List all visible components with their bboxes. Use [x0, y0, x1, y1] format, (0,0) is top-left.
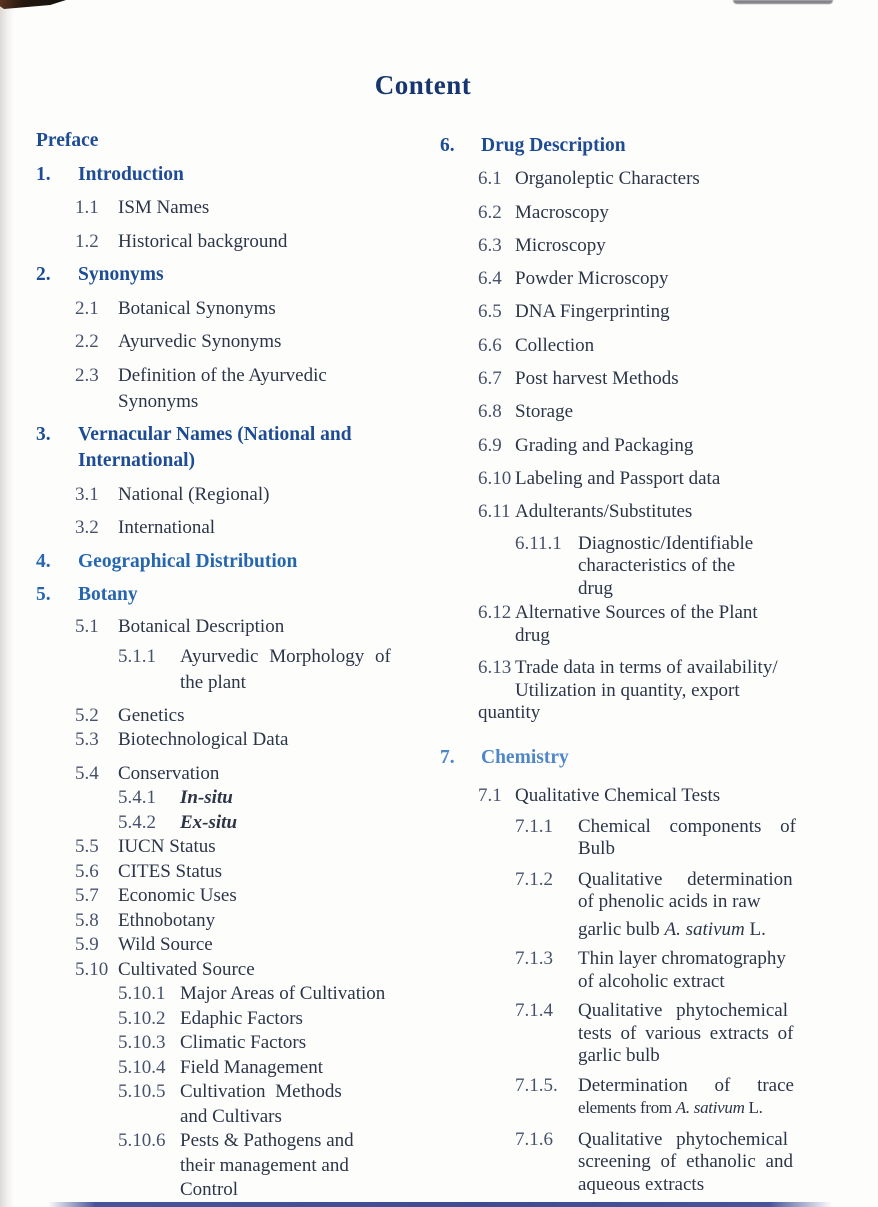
toc-entry [440, 466, 812, 492]
toc-entry-text [515, 399, 812, 425]
toc-entry [36, 728, 414, 753]
toc-entry-line: IUCN Status [118, 836, 216, 857]
toc-entry-number: 6.2 [478, 201, 502, 223]
toc-entry-line: Climatic Factors [180, 1032, 307, 1053]
toc-entry [36, 1129, 414, 1203]
toc-entry-line: In-situ [180, 787, 233, 808]
toc-entry [36, 1031, 414, 1056]
toc-entry-line: Geographical Distribution [78, 550, 298, 572]
toc-entry-number: 5.7 [75, 885, 99, 906]
toc-entry-number: 5.10 [75, 958, 109, 980]
toc-entry-line: Determination of trace [578, 1074, 794, 1096]
toc-entry-number: 5.4.1 [118, 787, 156, 808]
toc-entry-line: Qualitative phytochemical [578, 1000, 789, 1022]
toc-entry-text [180, 982, 414, 1007]
toc-entry-number: 5.2 [75, 704, 99, 726]
toc-entry [440, 783, 812, 809]
toc-entry [36, 644, 414, 696]
toc-entry-number: 5.3 [75, 729, 99, 750]
toc-column-left [36, 128, 414, 1203]
toc-entry-text [515, 299, 812, 325]
toc-entry-number: 1.1 [75, 197, 99, 218]
toc-entry-line: garlic bulb A. sativum L. [578, 918, 766, 940]
toc-entry-text [118, 933, 414, 958]
toc-section-entry [36, 262, 414, 288]
toc-entry-text [118, 704, 414, 729]
toc-entry-text [118, 329, 414, 355]
toc-entry-number: 6.7 [478, 368, 502, 390]
toc-entry-number: 5.10.6 [118, 1130, 166, 1151]
toc-entry-text [118, 728, 414, 753]
toc-entry-number: 1. [36, 163, 51, 185]
toc-entry-text [481, 745, 812, 771]
toc-entry [36, 933, 414, 958]
toc-entry-line: Qualitative Chemical Tests [515, 784, 721, 806]
toc-entry [440, 1000, 812, 1068]
toc-entry-number: 6.11.1 [515, 532, 562, 554]
toc-entry-text [118, 482, 414, 508]
toc-entry [36, 811, 414, 836]
toc-entry-text [78, 549, 414, 575]
toc-entry-line: Labeling and Passport data [515, 467, 721, 489]
toc-entry [440, 366, 812, 392]
toc-entry-line: Botanical Synonyms [118, 297, 276, 319]
toc-entry-number: 4. [36, 550, 51, 572]
toc-entry-line: Ayurvedic Synonyms [118, 331, 282, 352]
toc-entry-text [118, 884, 414, 909]
toc-entry-line: International [118, 517, 216, 538]
toc-entry-number: 6.12 [478, 602, 512, 624]
toc-entry [36, 296, 414, 322]
toc-entry-line: Synonyms [118, 390, 199, 412]
toc-entry-text [515, 266, 812, 292]
toc-entry-text [118, 762, 414, 787]
toc-entry-line: International) [78, 450, 195, 471]
toc-entry-line: Conservation [118, 762, 220, 784]
toc-entry-line: Ayurvedic Morphology of [180, 646, 391, 667]
toc-entry-line: Vernacular Names (National and [78, 424, 352, 445]
toc-entry-line: Cultivation Methods [180, 1081, 342, 1102]
toc-entry [440, 602, 812, 647]
toc-entry-text [118, 515, 414, 541]
toc-entry-number: 2.3 [75, 364, 99, 386]
toc-entry-line: garlic bulb [578, 1045, 660, 1067]
toc-entry-number: 2. [36, 264, 51, 285]
toc-entry-line: CITES Status [118, 860, 222, 882]
toc-entry-line: Edaphic Factors [180, 1007, 303, 1029]
toc-section-entry [36, 422, 414, 474]
toc-entry-line: drug [515, 624, 550, 646]
toc-entry [36, 363, 414, 415]
toc-entry-text [78, 422, 414, 474]
toc-entry-line: Economic Uses [118, 885, 237, 906]
toc-entry-number: 5.6 [75, 860, 99, 882]
toc-entry-line: Genetics [118, 704, 185, 726]
toc-entry-number: 7.1.5. [515, 1074, 558, 1096]
toc-entry [440, 657, 812, 725]
toc-entry-text [118, 909, 414, 934]
toc-entry-text [118, 958, 414, 983]
toc-entry-number: 5.10.2 [118, 1007, 166, 1029]
toc-entry-line: Microscopy [515, 234, 606, 256]
toc-entry-text [118, 614, 414, 640]
toc-entry-text [180, 1007, 414, 1032]
toc-entry-line: National (Regional) [118, 483, 270, 505]
toc-entry-text [578, 1000, 812, 1068]
toc-entry [440, 233, 812, 259]
toc-section-entry [36, 128, 414, 154]
toc-entry-line: Ethnobotany [118, 909, 216, 931]
toc-entry-line: the plant [180, 672, 246, 693]
toc-entry-number: 7.1.4 [515, 1000, 553, 1022]
toc-entry-number: 3.2 [75, 517, 99, 538]
toc-entry-number: 6.4 [478, 268, 502, 290]
toc-entry-number: 7.1.6 [515, 1128, 553, 1150]
toc-entry [36, 835, 414, 860]
toc-entry-text [578, 533, 812, 601]
toc-entry-line: their management and [180, 1154, 349, 1176]
toc-entry [36, 482, 414, 508]
toc-entry-line: drug [578, 577, 613, 599]
toc-entry [440, 266, 812, 292]
toc-entry-line: DNA Fingerprinting [515, 301, 670, 323]
toc-entry-line: Storage [515, 401, 574, 423]
toc-entry-text [180, 1056, 414, 1081]
toc-entry-line: Organoleptic Characters [515, 168, 700, 190]
toc-entry-text [118, 860, 414, 885]
toc-entry-number: 5.9 [75, 934, 99, 955]
toc-entry-number: 1.2 [75, 230, 99, 252]
toc-entry-number: 6.10 [478, 467, 512, 489]
toc-entry-line: Cultivated Source [118, 958, 255, 980]
toc-entry-line: of alcoholic extract [578, 970, 725, 992]
page-edge-shadow-left [0, 0, 14, 1207]
page-title: Content [374, 70, 472, 100]
toc-entry-text [515, 466, 812, 492]
toc-entry-text [78, 262, 414, 288]
toc-entry-text [515, 433, 812, 459]
toc-entry-line: characteristics of the [578, 555, 736, 577]
toc-entry-line: Biotechnological Data [118, 729, 289, 750]
toc-entry-line: Definition of the Ayurvedic [118, 364, 327, 386]
toc-entry-text [515, 499, 812, 525]
toc-entry-text [180, 1129, 414, 1203]
toc-entry-number: 6.6 [478, 334, 502, 356]
toc-entry-line: Control [180, 1179, 239, 1200]
toc-entry-number: 6. [440, 135, 455, 156]
toc-entry-text [515, 166, 812, 192]
toc-entry-number: 3.1 [75, 483, 99, 505]
toc-entry [440, 533, 812, 601]
toc-entry-line: Adulterants/Substitutes [515, 501, 693, 523]
toc-entry-number: 5.4 [75, 762, 99, 784]
toc-entry-line: Powder Microscopy [515, 268, 669, 290]
page-edge-bar-bottom [48, 1202, 832, 1207]
toc-entry-number: 6.5 [478, 301, 502, 323]
toc-entry-number: 5.4.2 [118, 811, 156, 833]
toc-entry-line: Collection [515, 334, 595, 356]
toc-entry-text [78, 582, 414, 608]
toc-entry-number: 5. [36, 584, 51, 605]
toc-entry-line: Pests & Pathogens and [180, 1130, 354, 1151]
toc-entry-number: 5.1 [75, 616, 99, 637]
toc-entry-line: Botany [78, 584, 138, 605]
toc-entry [36, 909, 414, 934]
toc-entry-text [180, 1031, 414, 1056]
toc-entry [440, 200, 812, 226]
toc-entry [36, 1080, 414, 1129]
toc-entry-text [118, 229, 414, 255]
toc-entry-line: Utilization in quantity, export [515, 679, 740, 701]
toc-entry-number: 6.11 [478, 501, 511, 523]
toc-entry [440, 333, 812, 359]
toc-entry [36, 958, 414, 983]
toc-entry-text [515, 333, 812, 359]
toc-entry-line: Grading and Packaging [515, 434, 694, 456]
toc-entry-number: 5.10.4 [118, 1056, 166, 1078]
toc-entry-line: Ex-situ [180, 811, 238, 833]
toc-entry [440, 399, 812, 425]
toc-entry-line: Qualitative phytochemical [578, 1128, 789, 1150]
toc-entry [36, 762, 414, 787]
toc-entry-text [578, 948, 812, 993]
toc-entry-line: Wild Source [118, 934, 213, 955]
toc-entry-text [515, 602, 812, 647]
toc-entry [440, 1129, 812, 1197]
toc-entry-number: 5.8 [75, 909, 99, 931]
toc-entry-line: Botanical Description [118, 616, 285, 637]
toc-entry-number: 5.10.3 [118, 1032, 166, 1053]
toc-entry-number: 7.1.3 [515, 948, 553, 970]
toc-entry-line: tests of various extracts of [578, 1022, 794, 1044]
toc-entry [440, 166, 812, 192]
toc-section-entry [36, 549, 414, 575]
toc-entry-number: 5.10.5 [118, 1081, 166, 1102]
toc-entry [36, 860, 414, 885]
toc-entry-number: 2.1 [75, 297, 99, 319]
toc-entry [440, 1075, 812, 1120]
toc-entry-text [78, 162, 414, 188]
toc-entry-text [118, 363, 414, 415]
toc-entry-line: Field Management [180, 1056, 323, 1078]
toc-entry [36, 704, 414, 729]
toc-entry-number: 6.8 [478, 401, 502, 423]
toc-entry-line: Thin layer chromatography [578, 948, 786, 970]
toc-entry-text [515, 233, 812, 259]
toc-section-entry [36, 162, 414, 188]
toc-entry-text [118, 296, 414, 322]
toc-entry-text [578, 1075, 812, 1120]
toc-entry-text [515, 200, 812, 226]
toc-entry-number: 7. [440, 746, 455, 768]
toc-entry-line: Chemistry [481, 746, 569, 768]
toc-entry-line: Drug Description [481, 135, 626, 156]
toc-entry-line: Post harvest Methods [515, 368, 679, 390]
toc-entry-text [180, 786, 414, 811]
toc-entry [440, 816, 812, 861]
toc-entry-number: 5.1.1 [118, 646, 156, 667]
toc-entry [36, 884, 414, 909]
toc-entry-line: Diagnostic/Identifiable [578, 532, 754, 554]
toc-entry-line: Macroscopy [515, 201, 609, 223]
toc-entry-line: quantity [478, 702, 541, 724]
toc-entry [36, 786, 414, 811]
scan-artifact-top-left [0, 0, 66, 9]
toc-entry-number: 7.1 [478, 784, 502, 806]
toc-entry-number: 6.13 [478, 657, 512, 679]
toc-entry [440, 499, 812, 525]
toc-entry-line: Synonyms [78, 264, 164, 285]
toc-entry-text [481, 133, 812, 159]
toc-entry [440, 869, 812, 942]
toc-entry-text [578, 869, 812, 942]
toc-entry [36, 515, 414, 541]
toc-section-entry [440, 133, 812, 159]
toc-entry-line: Alternative Sources of the Plant [515, 602, 758, 624]
toc-entry-text [578, 816, 812, 861]
toc-entry-line: aqueous extracts [578, 1173, 705, 1195]
toc-entry-line: Historical background [118, 230, 288, 252]
toc-entry [440, 299, 812, 325]
toc-entry-line: Qualitative determination [578, 868, 793, 890]
toc-entry-number: 2.2 [75, 331, 99, 352]
toc-entry-line: Introduction [78, 163, 184, 185]
toc-entry-line: and Cultivars [180, 1105, 282, 1127]
toc-entry [36, 195, 414, 221]
toc-entry-number: 5.5 [75, 836, 99, 857]
toc-entry-line: of phenolic acids in raw [578, 891, 761, 913]
toc-entry-number: 3. [36, 424, 51, 445]
toc-entry [36, 1007, 414, 1032]
toc-entry [36, 614, 414, 640]
toc-entry-line: Preface [36, 130, 99, 151]
toc-entry-text [515, 366, 812, 392]
toc-entry-number: 5.10.1 [118, 983, 166, 1004]
toc-entry [36, 982, 414, 1007]
toc-entry-text [118, 835, 414, 860]
toc-entry [36, 1056, 414, 1081]
toc-entry-text [118, 195, 414, 221]
toc-section-entry [440, 745, 812, 771]
toc-entry-number: 7.1.2 [515, 868, 553, 890]
toc-entry-text [180, 1080, 414, 1129]
toc-entry-line: Major Areas of Cultivation [180, 983, 386, 1004]
toc-entry-line: Chemical components of [578, 815, 796, 837]
toc-section-entry [36, 582, 414, 608]
toc-entry [440, 948, 812, 993]
toc-entry-number: 6.9 [478, 434, 502, 456]
toc-entry-text [180, 811, 414, 836]
toc-entry [36, 329, 414, 355]
toc-entry-number: 6.1 [478, 168, 502, 190]
toc-column-right [440, 133, 812, 1203]
toc-entry-text [180, 644, 414, 696]
toc-entry-line: Trade data in terms of availability/ [515, 657, 778, 679]
toc-entry-line: Bulb [578, 838, 615, 860]
toc-entry-text [515, 783, 812, 809]
toc-entry [36, 229, 414, 255]
toc-entry [440, 433, 812, 459]
toc-entry-text [578, 1129, 812, 1197]
toc-entry-number: 7.1.1 [515, 815, 553, 837]
toc-entry-number: 6.3 [478, 234, 502, 256]
toc-entry-line: elements from A. sativum L. [578, 1098, 763, 1118]
toc-entry-text [36, 128, 414, 154]
toc-entry-line: screening of ethanolic and [578, 1151, 793, 1173]
toc-entry-line: ISM Names [118, 197, 210, 218]
scan-artifact-top-edge [733, 0, 833, 4]
